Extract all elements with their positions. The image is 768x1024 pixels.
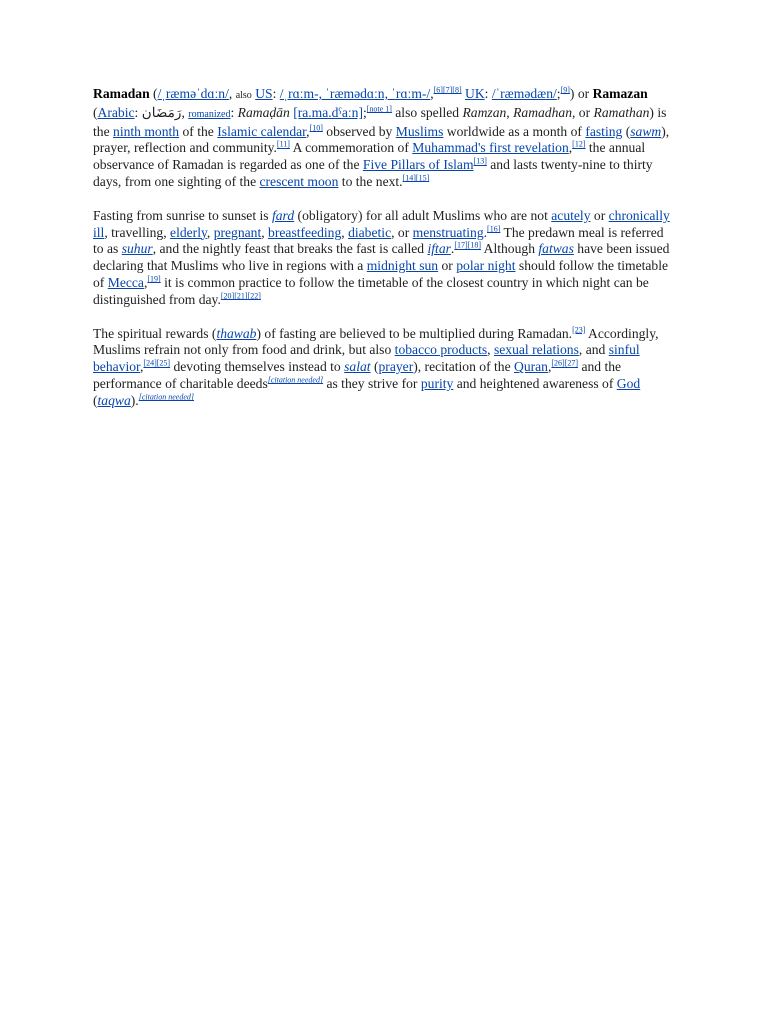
text: ( <box>93 104 98 120</box>
text: (obligatory) for all adult Muslims who are not <box>294 207 552 223</box>
text: ). <box>130 392 139 408</box>
link-ninth-month[interactable]: ninth month <box>113 123 180 139</box>
text: also spelled <box>391 104 463 120</box>
text: The predawn meal is referred to as <box>93 224 664 257</box>
link-romanized[interactable]: romanized <box>188 108 231 120</box>
link-purity[interactable]: purity <box>420 375 454 391</box>
paragraph-fasting <box>93 208 675 309</box>
link-ipa-ramadan[interactable]: /ˌræməˈdɑːn/ <box>157 86 229 101</box>
text: ( <box>93 392 98 408</box>
link-midnight-sun[interactable]: midnight sun <box>366 258 439 274</box>
link-first-revelation[interactable]: Muhammad's first revelation <box>412 140 569 156</box>
link-ipa-uk[interactable]: /ˈræmədæn/ <box>491 86 557 101</box>
ref-12[interactable]: [12] <box>572 139 586 149</box>
link-menstruating[interactable]: menstruating <box>412 224 484 240</box>
ref-17-18[interactable]: [17][18] <box>454 240 481 250</box>
link-sinful-behavior[interactable]: sinful behavior <box>93 342 640 375</box>
text: and heightened awareness of <box>453 375 617 391</box>
link-polar-night[interactable]: polar night <box>456 258 516 274</box>
text: : <box>272 86 280 101</box>
text: . <box>483 224 488 240</box>
link-chronically-ill[interactable]: chronically ill <box>93 207 670 240</box>
text: , or <box>572 104 594 120</box>
text: ; <box>556 86 561 101</box>
text: , <box>430 86 434 101</box>
text: ( <box>370 359 379 375</box>
text: , and <box>578 342 609 358</box>
text: ) or <box>569 86 590 101</box>
ref-19[interactable]: [19] <box>147 274 161 284</box>
text: , <box>547 359 552 375</box>
text: , <box>568 140 573 156</box>
text: , <box>306 123 310 139</box>
text: , and the nightly feast that breaks the fast is called <box>152 241 428 257</box>
link-fasting[interactable]: fasting <box>585 123 623 139</box>
article-body <box>93 86 675 427</box>
text: : <box>484 86 492 101</box>
link-mecca[interactable]: Mecca <box>107 274 144 290</box>
citation-needed[interactable]: [citation needed] <box>267 375 324 385</box>
link-uk[interactable]: UK <box>465 86 485 101</box>
ref-24-25[interactable]: [24][25] <box>143 358 171 368</box>
link-prayer[interactable]: prayer <box>378 359 414 375</box>
ref-23[interactable]: [23] <box>572 325 586 335</box>
link-five-pillars[interactable]: Five Pillars of Islam <box>362 157 474 173</box>
link-arabic[interactable]: Arabic <box>97 104 135 120</box>
link-ipa-arabic[interactable]: [ra.ma.dˤaːn] <box>293 104 363 120</box>
text: of the <box>179 123 218 139</box>
ref-9[interactable]: [9] <box>560 85 570 95</box>
ref-16[interactable]: [16] <box>487 224 501 234</box>
text: , <box>261 224 269 240</box>
link-acutely[interactable]: acutely <box>551 207 591 223</box>
ref-10[interactable]: [10] <box>309 123 323 133</box>
text: the annual observance of Ramadan is regarded as one of the <box>93 140 646 173</box>
ref-6-7-8[interactable]: [6][7][8] <box>433 85 462 95</box>
text: , <box>506 104 514 120</box>
text: , <box>341 224 349 240</box>
text: ; <box>362 104 367 120</box>
link-suhur[interactable]: suhur <box>121 241 153 257</box>
text: : <box>230 104 238 120</box>
text: Accordingly, Muslims refrain not only from food and drink, but also <box>93 325 659 358</box>
link-breastfeeding[interactable]: breastfeeding <box>268 224 342 240</box>
link-muslims[interactable]: Muslims <box>395 123 444 139</box>
link-crescent-moon[interactable]: crescent moon <box>259 173 339 189</box>
label-also: also <box>235 90 252 101</box>
link-elderly[interactable]: elderly <box>170 224 207 240</box>
text: ), recitation of the <box>413 359 514 375</box>
text: should follow the timetable of <box>93 258 669 290</box>
text: ), prayer, reflection and community. <box>93 123 670 156</box>
term-ramadhan: Ramadhan <box>513 104 572 120</box>
paragraph-spiritual <box>93 326 675 410</box>
text: worldwide as a month of <box>443 123 586 139</box>
ref-11[interactable]: [11] <box>276 139 290 149</box>
text: , <box>206 224 214 240</box>
text: or <box>438 258 457 274</box>
text: and the performance of charitable deeds <box>93 359 622 391</box>
text: observed by <box>322 123 396 139</box>
term-ramathan: Ramathan <box>593 104 650 120</box>
text: Although <box>480 241 539 257</box>
paragraph-intro <box>93 86 675 191</box>
text: ) is the <box>93 104 667 139</box>
text: , <box>140 359 144 375</box>
link-salat[interactable]: salat <box>344 359 371 375</box>
link-god[interactable]: God <box>616 375 641 391</box>
link-tobacco-products[interactable]: tobacco products <box>394 342 488 358</box>
text: to the next. <box>338 173 403 189</box>
text: The spiritual rewards ( <box>93 325 217 341</box>
term-ramadan-romanized: Ramaḍān <box>237 104 290 120</box>
link-quran[interactable]: Quran <box>514 359 548 375</box>
link-sawm[interactable]: sawm <box>630 123 662 139</box>
text: , travelling, <box>104 224 171 240</box>
text: , <box>487 342 494 358</box>
text: as they strive for <box>323 375 421 391</box>
text: and lasts twenty-nine to thirty days, from one sighting of the <box>93 157 653 189</box>
link-pregnant[interactable]: pregnant <box>213 224 262 240</box>
text: ( <box>149 86 158 101</box>
link-fard[interactable]: fard <box>271 207 295 223</box>
link-us[interactable]: US <box>255 86 273 101</box>
text: devoting themselves instead to <box>170 359 345 375</box>
term-ramzan: Ramzan <box>462 104 507 120</box>
text: Fasting from sunrise to sunset is <box>93 207 272 223</box>
text: or <box>590 207 609 223</box>
text: , or <box>391 224 413 240</box>
text: ) of fasting are believed to be multiplied during Ramadan. <box>256 325 573 341</box>
text: : رَمَضَان, <box>134 104 189 120</box>
text: , <box>143 274 148 290</box>
link-sexual-relations[interactable]: sexual relations <box>493 342 579 358</box>
link-fatwas[interactable]: fatwas <box>538 241 574 257</box>
link-ipa-us[interactable]: /ˌrɑːm-, ˈræmədɑːn, ˈrɑːm-/ <box>279 86 431 101</box>
citation-needed[interactable]: [citation needed] <box>138 392 195 402</box>
ref-20-21-22[interactable]: [20][21][22] <box>220 291 261 301</box>
text: it is common practice to follow the timetable of the closest country in which night can be distinguished from day. <box>93 274 649 307</box>
link-thawab[interactable]: thawab <box>216 325 257 341</box>
text: . <box>450 241 455 257</box>
note-1[interactable]: [note 1] <box>366 104 392 114</box>
text: ( <box>622 123 631 139</box>
text: A commemoration of <box>289 140 413 156</box>
ref-14-15[interactable]: [14][15] <box>402 173 430 183</box>
text: have been issued declaring that Muslims who live in regions with a <box>93 241 670 274</box>
text: , <box>228 86 236 101</box>
link-islamic-calendar[interactable]: Islamic calendar <box>217 123 307 139</box>
ref-26-27[interactable]: [26][27] <box>551 358 579 368</box>
term-ramazan: Ramazan <box>592 86 648 101</box>
link-taqwa[interactable]: taqwa <box>97 392 131 408</box>
term-ramadan: Ramadan <box>93 86 150 101</box>
ref-13[interactable]: [13] <box>473 156 487 166</box>
link-diabetic[interactable]: diabetic <box>348 224 392 240</box>
link-iftar[interactable]: iftar <box>427 241 451 257</box>
